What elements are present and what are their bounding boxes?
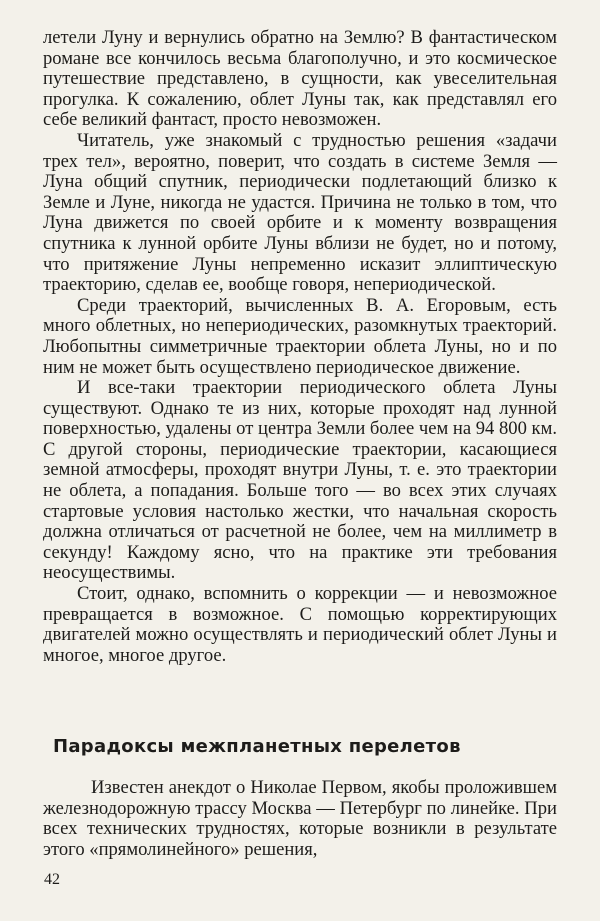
- page-number: 42: [44, 871, 60, 888]
- paragraph-continuation: летели Луну и вернулись обратно на Землю? В фантастическом романе все кончилось весьма благополучно, и это космическое путешествие представлено, в сущности, как увеселительная прогулка. К сожалению, облет Луны так, как представлял его себе великий фантаст, просто невозможен.: [43, 27, 557, 131]
- paragraph-egorov-trajectories: Среди траекторий, вычисленных В. А. Егоровым, есть много облетных, но непериодических, разомкнутых траекторий. Любопытны симметричные траектории облета Луны, но и по ним не может быть осуществлено периодическое движение.: [43, 294, 557, 378]
- paragraph-three-body: Читатель, уже знакомый с трудностью решения «задачи трех тел», вероятно, поверит, что создать в системе Земля — Луна общий спутник, периодически подлетающий близко к Земле и Луне, никогда не удастся. Причина не только в том, что Луна движется по своей орбите и к моменту возвращения спутника к лунной орбите Луны вблизи не будет, но и потому, что притяжение Луны непременно исказит эллиптическую траекторию, сделав ее, вообще говоря, непериодической.: [43, 129, 557, 296]
- section-text: [43, 778, 557, 860]
- paragraph-anecdote: Известен анекдот о Николае Первом, якобы проложившем железнодорожную трассу Москва — Петербург по линейке. При всех технических трудностях, которые возникли в результате этого «прямолинейного» решения,: [43, 777, 557, 860]
- main-text: [43, 28, 557, 666]
- paragraph-periodic-orbits: И все-таки траектории периодического облета Луны существуют. Однако те из них, которые проходят над лунной поверхностью, удалены от центра Земли более чем на 94 800 км. С другой стороны, периодические траектории, касающиеся земной атмосферы, проходят внутри Луны, т. е. это траектории не облета, а попадания. Больше того — во всех этих случаях стартовые условия настолько жестки, что начальная скорость должна отличаться от расчетной не более, чем на миллиметр в секунду! Каждому ясно, что на практике эти требования неосуществимы.: [43, 377, 557, 584]
- paragraph-correction: Стоит, однако, вспомнить о коррекции — и невозможное превращается в возможное. С помощью корректирующих двигателей можно осуществлять и периодический облет Луны и многое, многое другое.: [43, 583, 557, 666]
- section-heading: Парадоксы межпланетных перелетов: [53, 736, 461, 757]
